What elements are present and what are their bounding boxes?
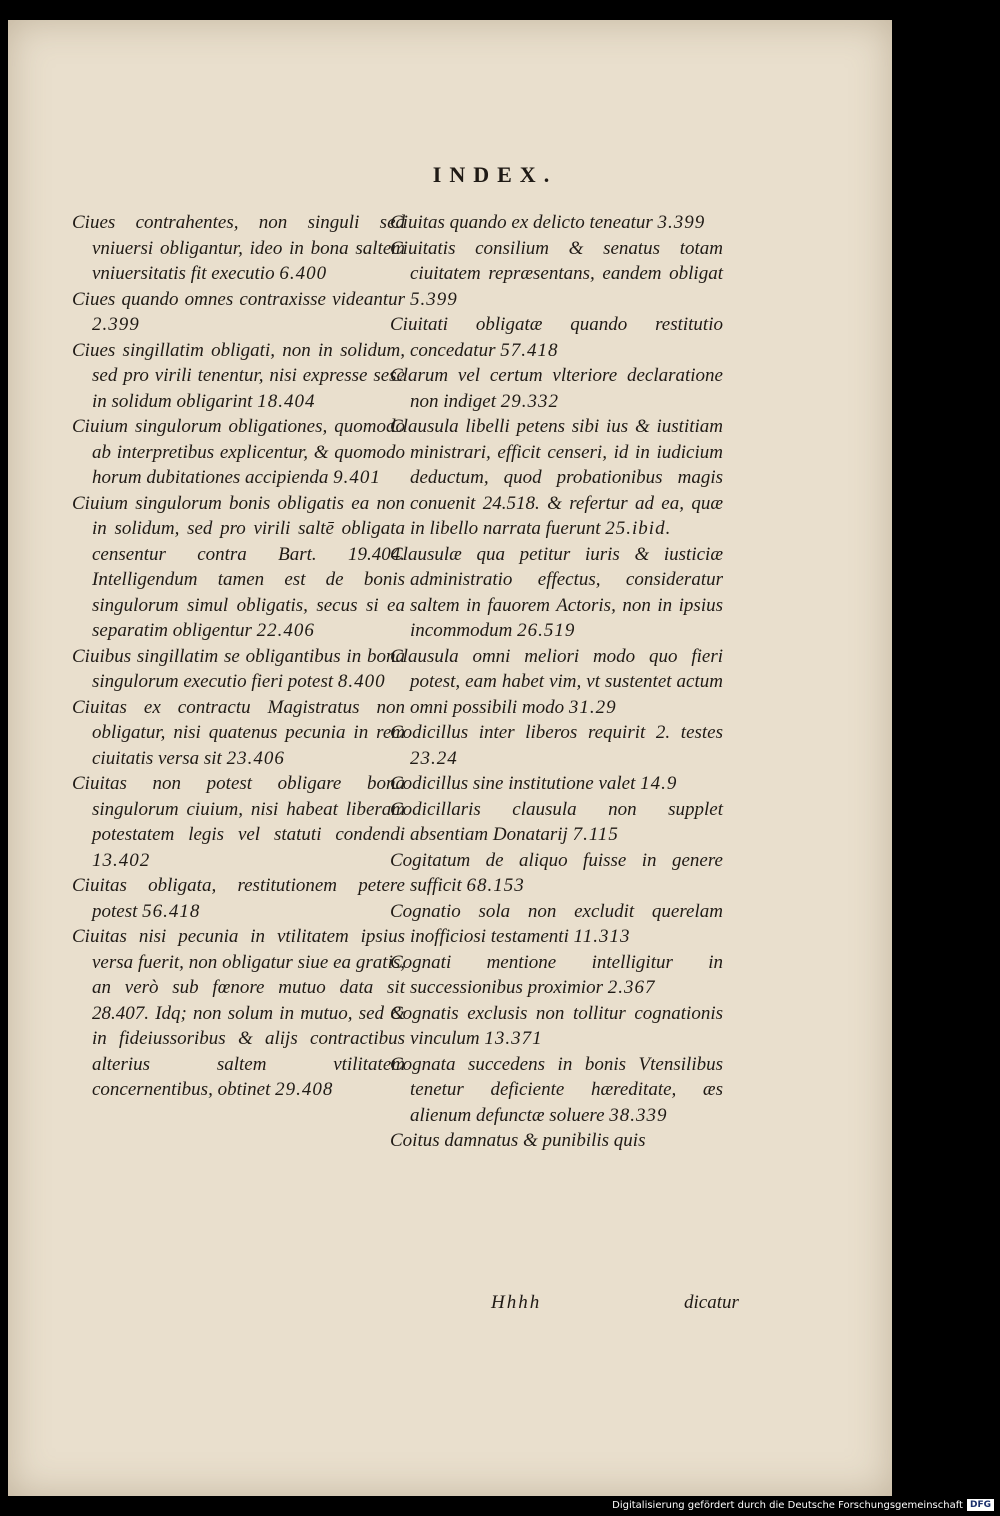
entry-reference: 7.115	[572, 824, 619, 845]
entry-text: Codicillus inter liberos requirit 2. testes	[390, 722, 723, 743]
entry-text: Clarum vel certum vlteriore declaratione non indiget	[390, 365, 723, 412]
index-entry	[72, 338, 405, 415]
entry-reference: 22.406	[256, 620, 315, 641]
entry-text: Ciuium singulorum bonis obligatis ea non in solidum, sed pro virili saltē obligata censentur contra Bart. 19.404. Intelligendum tamen est de bonis singulorum simul obligatis, secus si ea separatim obligentur	[72, 492, 405, 641]
entry-text: Ciuitas nisi pecunia in vtilitatem ipsius versa fuerit, non obligatur siue ea gratis, an verò sub fœnore mutuo data sit 28.407. Idq; non solum in mutuo, sed & in fideiussoribus & alijs contractibus alterius saltem vtilitatem concernentibus, obtinet	[72, 926, 405, 1100]
entry-text: Ciuitati obligatæ quando restitutio concedatur	[390, 314, 723, 361]
index-entry	[72, 924, 405, 1103]
entry-text: Ciuitas quando ex delicto teneatur	[390, 212, 653, 233]
index-entry	[72, 695, 405, 772]
entry-reference: 5.399	[410, 288, 458, 310]
index-entry	[72, 644, 405, 695]
entry-text: Ciuitas obligata, restitutionem petere potest	[72, 875, 405, 922]
index-entry	[72, 287, 405, 338]
entry-text: Cognatis exclusis non tollitur cognationis vinculum	[390, 1002, 723, 1049]
index-entry	[390, 848, 723, 899]
entry-text: Clausula libelli petens sibi ius & iustitiam ministrari, efficit censeri, id in iudicium deductum, quod probationibus magis conuenit 24.518. & refertur ad ea, quæ in libello narrata fuerunt	[390, 416, 723, 539]
entry-reference: 29.332	[500, 390, 560, 412]
dfg-logo: DFG	[967, 1499, 994, 1511]
entry-text: Cogitatum de aliquo fuisse in genere sufficit	[390, 849, 723, 896]
entry-text: Cognati mentione intelligitur in successionibus proximior	[390, 951, 723, 998]
entry-reference: 56.418	[142, 900, 201, 922]
entry-reference: 14.9	[640, 773, 678, 794]
index-entry	[390, 363, 723, 414]
entry-reference: 18.404	[257, 390, 316, 412]
entry-reference: 68.153	[466, 875, 525, 896]
entry-reference: 25.ibid.	[605, 518, 672, 539]
entry-text: Codicillaris clausula non supplet absentiam Donatarij	[390, 798, 723, 845]
entry-reference: 57.418	[500, 339, 559, 361]
index-column-right	[390, 210, 723, 1154]
index-entry	[390, 542, 723, 644]
entry-reference: 8.400	[337, 671, 386, 692]
entry-reference: 2.399	[92, 314, 140, 335]
index-column-left	[72, 210, 405, 1103]
index-entry	[390, 644, 723, 721]
entry-text: Codicillus sine institutione valet	[390, 773, 636, 794]
page-header: INDEX.	[432, 162, 558, 187]
entry-text: Clausulæ qua petitur iuris & iusticiæ administratio effectus, consideratur saltem in fauorem Actoris, non in ipsius incommodum	[390, 543, 723, 641]
index-entry	[72, 873, 405, 924]
index-entry	[390, 312, 723, 363]
index-entry	[72, 414, 405, 491]
digitization-footer	[612, 1499, 994, 1511]
entry-text: Ciues contrahentes, non singuli sed vniuersi obligantur, ideo in bona saltem vniuersitatis fit executio	[72, 212, 405, 284]
index-entry	[390, 771, 723, 797]
signature-mark: Hhhh	[491, 1292, 542, 1313]
index-entry	[390, 797, 723, 848]
entry-text: Ciuitas non potest obligare bona singulorum ciuium, nisi habeat liberam potestatem legis vel statuti condendi	[72, 773, 405, 845]
index-entry	[390, 950, 723, 1001]
index-entry	[390, 720, 723, 771]
footer-text: Digitalisierung gefördert durch die Deutsche Forschungsgemeinschaft	[612, 1499, 963, 1511]
entry-reference: 26.519	[517, 620, 576, 641]
index-entry	[390, 1052, 723, 1129]
entry-reference: 6.400	[279, 263, 328, 284]
index-entry	[72, 491, 405, 644]
entry-text: Ciues quando omnes contraxisse videantur	[72, 288, 405, 310]
catchword: dicatur	[684, 1292, 739, 1313]
entry-reference: 2.367	[607, 977, 656, 998]
entry-reference: 13.402	[92, 849, 151, 871]
index-entry	[72, 210, 405, 287]
entry-text: Cognata succedens in bonis Vtensilibus tenetur deficiente hæreditate, æs alienum defunctæ soluere	[390, 1053, 723, 1126]
index-entry	[72, 771, 405, 873]
entry-text: Ciuitatis consilium & senatus totam ciuitatem repræsentans, eandem obligat	[390, 237, 723, 284]
index-entry	[390, 899, 723, 950]
entry-text: Cognatio sola non excludit querelam inofficiosi testamenti	[390, 900, 723, 947]
entry-reference: 23.24	[410, 747, 458, 769]
entry-text: Ciuium singulorum obligationes, quomodo ab interpretibus explicentur, & quomodo horum dubitationes accipienda	[72, 416, 405, 488]
entry-reference: 11.313	[573, 926, 631, 947]
entry-reference: 23.406	[226, 747, 285, 769]
index-entry	[390, 414, 723, 542]
entry-text: Ciuibus singillatim se obligantibus in bona singulorum executio fieri potest	[72, 645, 405, 692]
index-entry	[390, 1001, 723, 1052]
entry-reference: 29.408	[275, 1079, 334, 1100]
entry-text: Clausula omni meliori modo quo fieri potest, eam habet vim, vt sustentet actum omni possibili modo	[390, 645, 723, 718]
entry-text: Ciues singillatim obligati, non in solidum, sed pro virili tenentur, nisi expresse sese in solidum obligarint	[72, 339, 405, 412]
entry-reference: 31.29	[568, 696, 617, 718]
index-entry	[390, 1128, 723, 1154]
entry-text: Coitus damnatus & punibilis quis	[390, 1130, 646, 1151]
entry-text: Ciuitas ex contractu Magistratus non obligatur, nisi quatenus pecunia in rem ciuitatis versa sit	[72, 696, 405, 769]
entry-reference: 13.371	[484, 1028, 543, 1049]
entry-reference: 3.399	[657, 212, 706, 233]
entry-reference: 38.339	[609, 1104, 668, 1126]
entry-reference: 9.401	[333, 467, 381, 488]
book-page	[8, 20, 892, 1496]
index-entry	[390, 210, 723, 236]
index-entry	[390, 236, 723, 313]
